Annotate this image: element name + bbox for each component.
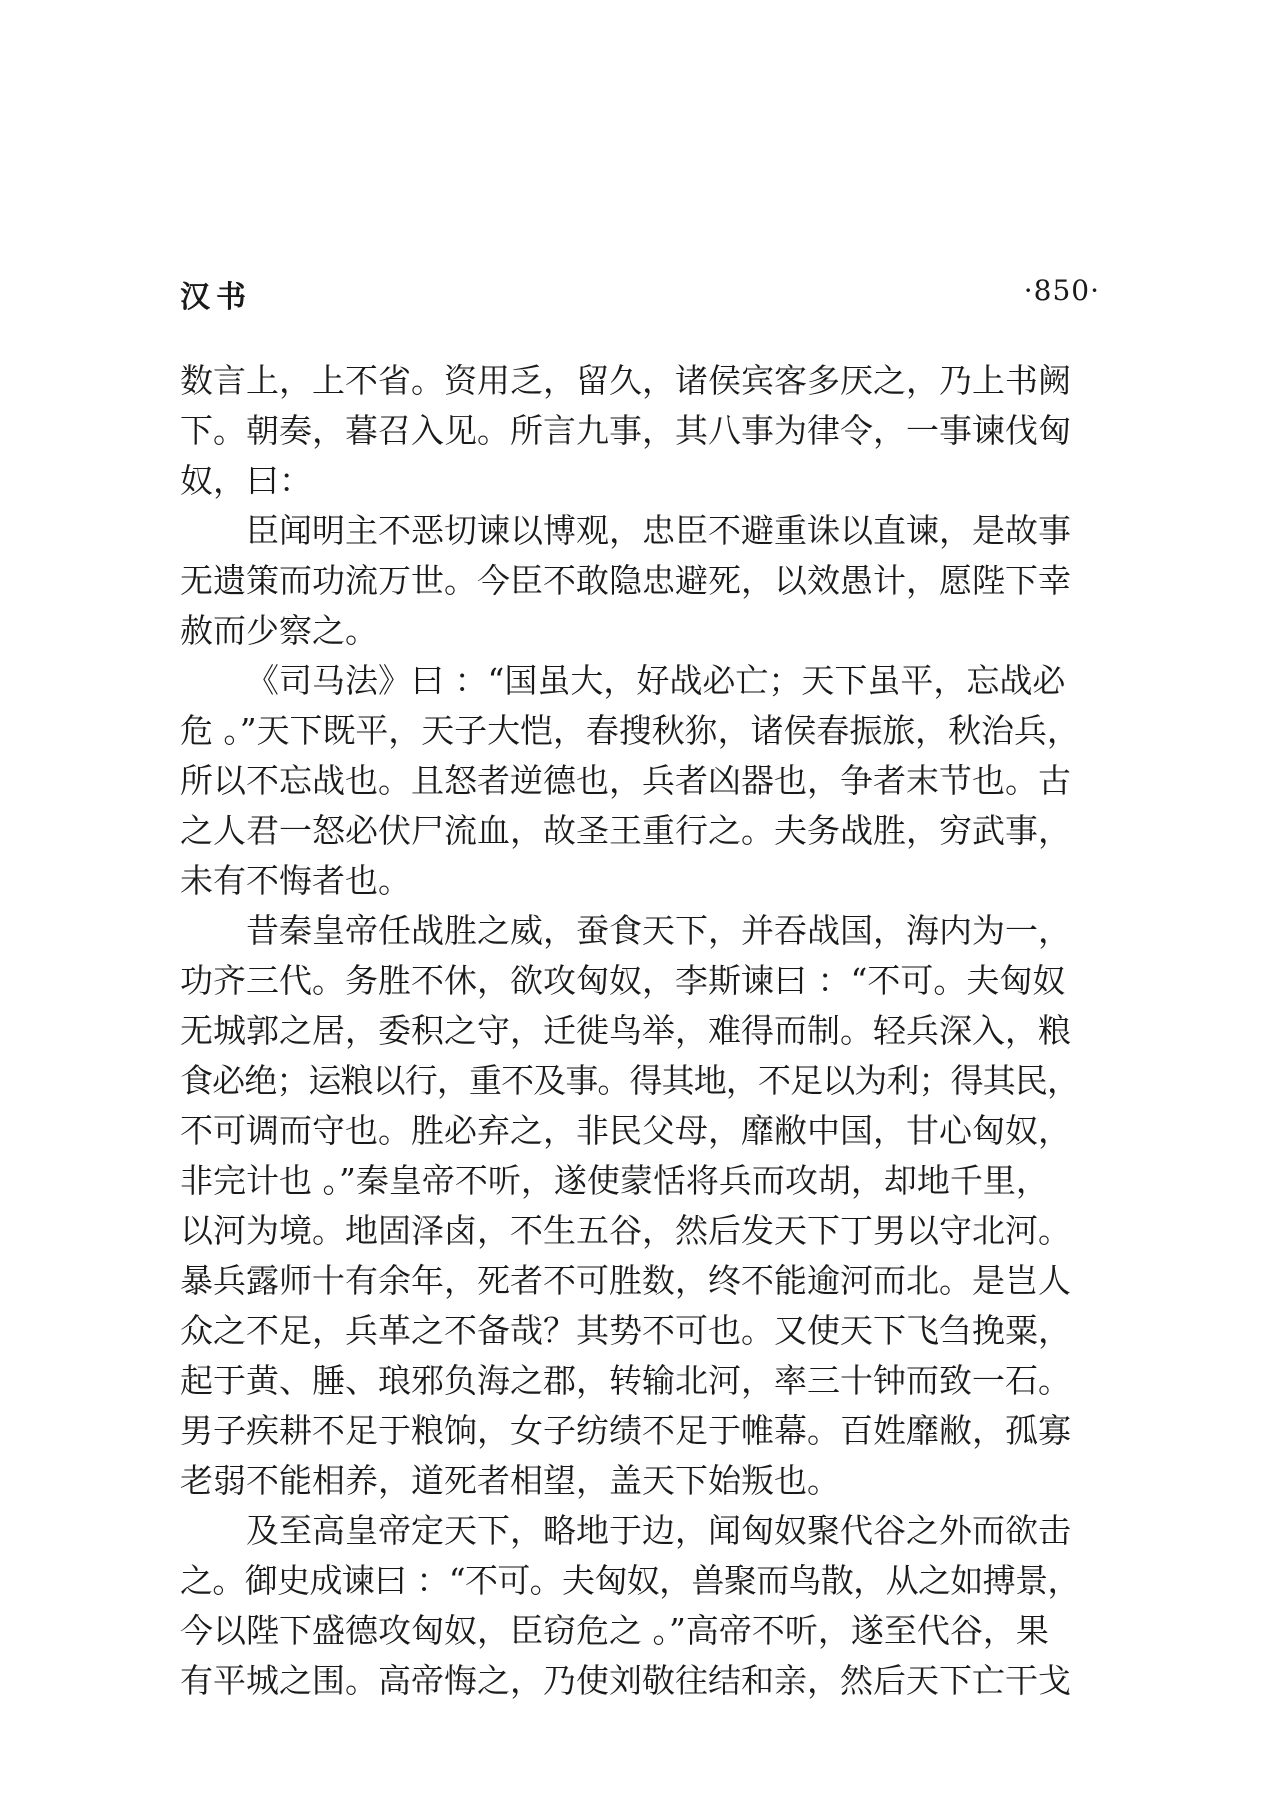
text-line: 赦而少察之。 bbox=[180, 611, 378, 650]
text-line: 众之不足，兵革之不备哉？其势不可也。又使天下飞刍挽粟， bbox=[180, 1311, 1071, 1350]
book-title: 汉书 bbox=[180, 280, 252, 315]
paragraph-first-line: 昔秦皇帝任战胜之威，蚕食天下，并吞战国，海内为一， bbox=[246, 911, 1071, 950]
body-text bbox=[180, 356, 1080, 1706]
paragraph-first-line: 及至高皇帝定天下，略地于边，闻匈奴聚代谷之外而欲击 bbox=[246, 1511, 1071, 1550]
text-line: 不可调而守也。胜必弃之，非民父母，靡敝中国，甘心匈奴， bbox=[180, 1111, 1071, 1150]
text-line: 男子疾耕不足于粮饷，女子纺绩不足于帷幕。百姓靡敝，孤寡 bbox=[180, 1411, 1071, 1450]
text-line: 有平城之围。高帝悔之，乃使刘敬往结和亲，然后天下亡干戈 bbox=[180, 1661, 1071, 1700]
text-line: 之。御史成谏曰 ：“不可。夫匈奴，兽聚而鸟散，从之如搏景， bbox=[180, 1561, 1080, 1600]
text-line: 未有不悔者也。 bbox=[180, 861, 411, 900]
text-line: 起于黄、腄、琅邪负海之郡，转输北河，率三十钟而致一石。 bbox=[180, 1361, 1071, 1400]
text-line: 之人君一怒必伏尸流血，故圣王重行之。夫务战胜，穷武事， bbox=[180, 811, 1071, 850]
text-line: 今以陛下盛德攻匈奴，臣窃危之 。”高帝不听，遂至代谷，果 bbox=[180, 1611, 1049, 1650]
text-line: 数言上，上不省。资用乏，留久，诸侯宾客多厌之，乃上书阙 bbox=[180, 361, 1071, 400]
text-line: 功齐三代。务胜不休，欲攻匈奴，李斯谏曰 ：“不可。夫匈奴 bbox=[180, 961, 1066, 1000]
text-line: 暴兵露师十有余年，死者不可胜数，终不能逾河而北。是岂人 bbox=[180, 1261, 1071, 1300]
text-line: 下。朝奏，暮召入见。所言九事，其八事为律令，一事谏伐匈 bbox=[180, 411, 1071, 450]
text-line: 食必绝；运粮以行，重不及事。得其地，不足以为利；得其民， bbox=[180, 1061, 1080, 1100]
page-number: ·850· bbox=[1023, 274, 1100, 307]
text-line: 以河为境。地固泽卤，不生五谷，然后发天下丁男以守北河。 bbox=[180, 1211, 1071, 1250]
text-line: 非完计也 。”秦皇帝不听，遂使蒙恬将兵而攻胡，却地千里， bbox=[180, 1161, 1049, 1200]
paragraph-first-line: 《司马法》曰 ：“国虽大，好战必亡；天下虽平，忘战必 bbox=[246, 661, 1066, 700]
running-head bbox=[180, 272, 1100, 315]
text-line: 老弱不能相养，道死者相望，盖天下始叛也。 bbox=[180, 1461, 840, 1500]
text-line: 奴，曰： bbox=[180, 461, 312, 500]
paragraph-first-line: 臣闻明主不恶切谏以博观，忠臣不避重诛以直谏，是故事 bbox=[246, 511, 1071, 550]
text-line: 无遗策而功流万世。今臣不敢隐忠避死，以效愚计，愿陛下幸 bbox=[180, 561, 1071, 600]
text-line: 所以不忘战也。且怒者逆德也，兵者凶器也，争者末节也。古 bbox=[180, 761, 1071, 800]
text-line: 无城郭之居，委积之守，迁徙鸟举，难得而制。轻兵深入，粮 bbox=[180, 1011, 1071, 1050]
text-line: 危 。”天下既平，天子大恺，春搜秋狝，诸侯春振旅，秋治兵， bbox=[180, 711, 1080, 750]
